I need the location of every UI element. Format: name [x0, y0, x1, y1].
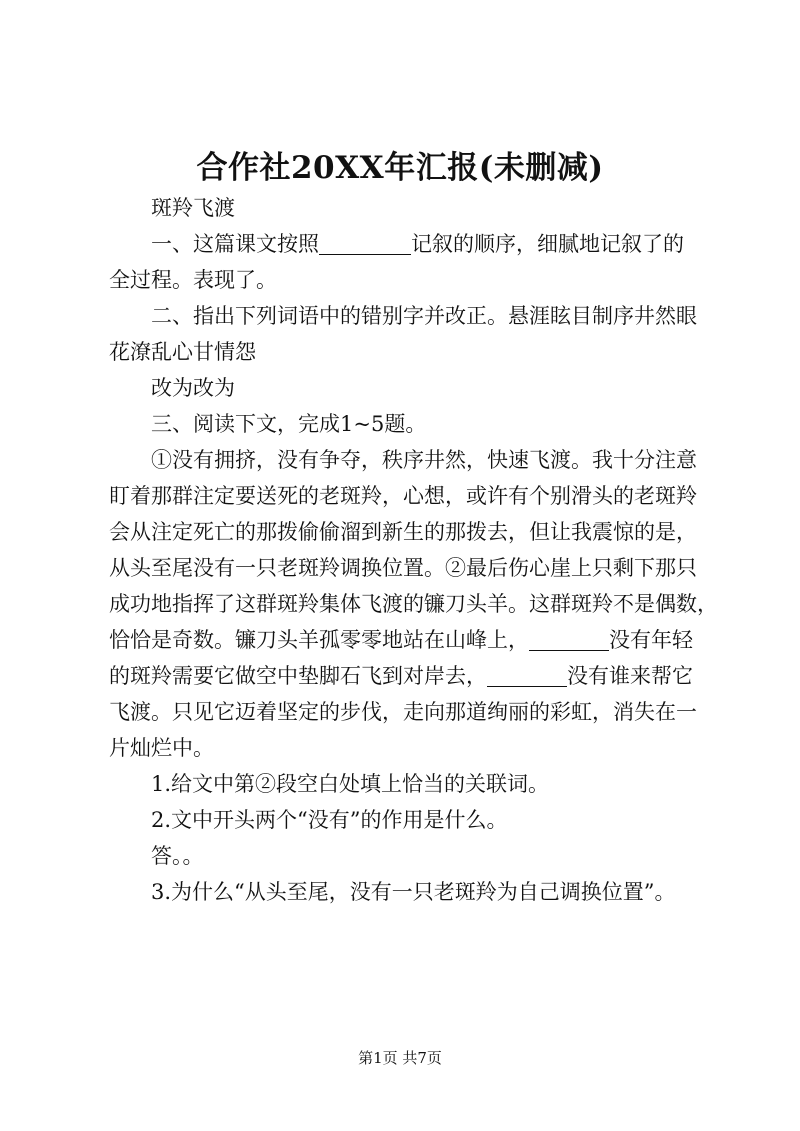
- fill-blank: [487, 664, 567, 687]
- paragraph-line: 飞渡。只见它迈着坚定的步伐，走向那道绚丽的彩虹，消失在一: [109, 700, 697, 724]
- question-1-text-a: 一、这篇课文按照: [151, 232, 319, 256]
- question-1-text-b: 记叙的顺序，细腻地记叙了的: [411, 232, 684, 256]
- question-1-text-c: 全过程。表现了。: [109, 268, 277, 292]
- question-2: [109, 298, 709, 370]
- document-title: 合作社20XX年汇报(未删减): [196, 150, 604, 186]
- subtitle-text: 斑羚飞渡: [151, 196, 235, 220]
- fill-blank: [319, 232, 411, 255]
- question-3-text: 三、阅读下文，完成1~5题。: [151, 412, 427, 436]
- item-2: [109, 802, 709, 838]
- question-2-text-b: 花潦乱心甘情怨: [109, 340, 256, 364]
- answer: [109, 838, 709, 874]
- question-3: [109, 406, 709, 442]
- subtitle: [109, 190, 709, 226]
- paragraph-text: 没有年轻: [609, 628, 693, 652]
- question-1-line: [109, 226, 709, 262]
- paragraph-line: 会从注定死亡的那拨偷偷溜到新生的那拨去，但让我震惊的是，: [109, 520, 697, 544]
- item-3-text: 3.为什么“从头至尾，没有一只老斑羚为自己调换位置”。: [151, 880, 676, 904]
- answer-text: 答。。: [151, 844, 204, 868]
- paragraph-line: 成功地指挥了这群斑羚集体飞渡的镰刀头羊。这群斑羚不是偶数，: [109, 592, 718, 616]
- paragraph-line: [109, 658, 709, 694]
- correction-text: 改为改为: [151, 376, 235, 400]
- paragraph-line: [109, 622, 709, 658]
- paragraph-text: 没有谁来帮它: [567, 664, 693, 688]
- item-2-text: 2.文中开头两个“没有”的作用是什么。: [151, 808, 508, 832]
- paragraph-text: 恰恰是奇数。镰刀头羊孤零零地站在山峰上，: [109, 628, 529, 652]
- reading-paragraph: [109, 442, 718, 766]
- question-1: [109, 226, 709, 298]
- item-3: [109, 874, 709, 910]
- question-2-correction: [109, 370, 709, 406]
- question-2-text-a: 二、指出下列词语中的错别字并改正。悬涯眩目制序井然眼: [151, 304, 697, 328]
- document-body: [109, 190, 718, 910]
- paragraph-line: 盯着那群注定要送死的老斑羚，心想，或许有个别滑头的老斑羚: [109, 484, 697, 508]
- item-1: [109, 766, 709, 802]
- paragraph-line: 从头至尾没有一只老斑羚调换位置。②最后伤心崖上只剩下那只: [109, 556, 697, 580]
- item-1-text: 1.给文中第②段空白处填上恰当的关联词。: [151, 772, 550, 796]
- paragraph-text: 的斑羚需要它做空中垫脚石飞到对岸去，: [109, 664, 487, 688]
- page-footer: 第1页 共7页: [358, 1049, 442, 1067]
- paragraph-line: 片灿烂中。: [109, 736, 214, 760]
- fill-blank: [529, 628, 609, 651]
- paragraph-line: ①没有拥挤，没有争夺，秩序井然，快速飞渡。我十分注意: [151, 448, 697, 472]
